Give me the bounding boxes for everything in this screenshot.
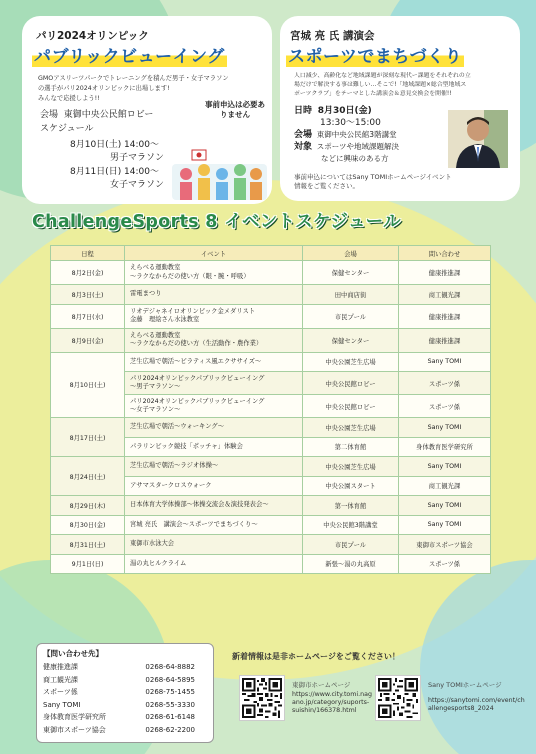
city-website-label: 東御市ホームページ bbox=[292, 681, 351, 689]
speaker-portrait bbox=[448, 110, 508, 168]
lecture-target-label: 対象 bbox=[294, 142, 313, 153]
cell-event: 日本体育大学体操部～体操交流会＆演技発表会～ bbox=[125, 496, 303, 516]
cell-event: 湯の丸ヒルクライム bbox=[125, 554, 303, 574]
table-row bbox=[51, 352, 491, 372]
sanytomi-website-url[interactable]: https://sanytomi.com/event/challengesports8_2024 bbox=[428, 697, 525, 713]
cell-date: 8月17日(土) bbox=[51, 418, 125, 457]
pv-schedule-label: スケジュール bbox=[40, 124, 94, 134]
lecture-desc-line: 人口減少、高齢化など地域課題が深刻な現代ー課題をそれぞれの立 bbox=[294, 73, 471, 79]
cell-contact: 健康推進課 bbox=[399, 304, 491, 328]
pv-description bbox=[38, 74, 266, 103]
lecture-venue: 東御中央公民館3階講堂 bbox=[316, 130, 397, 140]
no-registration-badge: 事前申込は必要ありません bbox=[205, 100, 265, 119]
supporters-illustration bbox=[172, 144, 267, 200]
table-row bbox=[51, 328, 491, 352]
sanytomi-website-label: Sany TOMIホームページ bbox=[428, 681, 502, 689]
cell-date: 9月1日(日) bbox=[51, 554, 125, 574]
cell-contact: Sany TOMI bbox=[399, 418, 491, 438]
pv-desc-line: の選手がパリ2024オリンピックに出場します! bbox=[38, 84, 170, 92]
cell-venue: 田中商店街 bbox=[303, 285, 399, 305]
contact-name: 健康推進課 bbox=[43, 663, 78, 671]
cell-venue: 中央公園芝生広場 bbox=[303, 418, 399, 438]
contact-list bbox=[36, 643, 214, 743]
cell-venue: 中央公民館3階講堂 bbox=[303, 515, 399, 535]
page-title: ChallengeSports 8 イベントスケジュール bbox=[32, 212, 401, 232]
cell-venue: 中央公民館ロビー bbox=[303, 372, 399, 395]
contact-tel: 0268-64-8882 bbox=[145, 663, 195, 671]
contact-tel: 0268-64-5895 bbox=[145, 675, 195, 684]
pv-desc-line: GMOアスリーツパークでトレーニングを積んだ男子・女子マラソン bbox=[38, 75, 229, 82]
lecture-date: 8月30日(金) bbox=[317, 106, 372, 116]
cell-event: 芝生広場で朝活～ラジオ体操～ bbox=[125, 457, 303, 477]
table-row bbox=[51, 554, 491, 574]
contact-name: スポーツ係 bbox=[43, 688, 78, 696]
cell-contact: スポーツ係 bbox=[399, 372, 491, 395]
cell-venue: 第二体育館 bbox=[303, 437, 399, 457]
header-date: 日程 bbox=[51, 246, 125, 261]
contact-item bbox=[43, 699, 207, 712]
contact-item bbox=[43, 661, 207, 674]
table-row bbox=[51, 285, 491, 305]
header-event: イベント bbox=[125, 246, 303, 261]
cell-date: 8月10日(土) bbox=[51, 352, 125, 418]
lecture-description bbox=[294, 72, 516, 99]
cell-date: 8月2日(金) bbox=[51, 261, 125, 285]
cell-event: パリ2024オリンピックパブリックビューイング ～女子マラソン～ bbox=[125, 395, 303, 418]
cell-event: えらべる運動教室 ～ラクなからだの使い方（眼・腕・呼吸） bbox=[125, 261, 303, 285]
lecture-desc-line: ポーツクラブ」をテーマとした講演会＆意見交換会を開催!! bbox=[294, 91, 452, 98]
cell-contact: 健康推進課 bbox=[399, 261, 491, 285]
cell-event: パラリンピック競技「ボッチャ」体験会 bbox=[125, 437, 303, 457]
cell-event: リオデジャネイロオリンピック金メダリスト 金藤 理絵さん水泳教室 bbox=[125, 304, 303, 328]
cell-venue: 市民プール bbox=[303, 304, 399, 328]
sanytomi-website-qr-code[interactable] bbox=[376, 676, 420, 720]
lecture-details bbox=[294, 105, 399, 164]
cell-date: 8月9日(金) bbox=[51, 328, 125, 352]
city-website-url[interactable]: https://www.city.tomi.nagano.jp/category/suports-suishin/166378.html bbox=[292, 691, 373, 715]
cell-event: 東御市水泳大会 bbox=[125, 535, 303, 555]
lecture-kicker: 宮城 亮 氏 講演会 bbox=[290, 30, 375, 42]
cell-venue: 中央公民館ロビー bbox=[303, 395, 399, 418]
table-row bbox=[51, 496, 491, 516]
cell-venue: 中央公園芝生広場 bbox=[303, 457, 399, 477]
cell-date: 8月30日(金) bbox=[51, 515, 125, 535]
contact-name: 東御市スポーツ協会 bbox=[43, 725, 106, 734]
lecture-note-line: 情報をご覧ください。 bbox=[294, 182, 359, 191]
cell-event: 芝生広場で朝活～ウォーキング～ bbox=[125, 418, 303, 438]
contact-item bbox=[43, 674, 207, 687]
cell-event: 芝生広場で朝活～ピラティス風エクササイズ～ bbox=[125, 352, 303, 372]
lecture-date-label: 日時 bbox=[294, 106, 313, 116]
cell-contact: 身体教育医学研究所 bbox=[399, 437, 491, 457]
pv-schedule-1-date: 8月10日(土) 14:00～ bbox=[70, 140, 159, 150]
contact-item bbox=[43, 711, 207, 724]
contact-item bbox=[43, 724, 207, 737]
lecture-note-line: 事前申込についてはSany TOMIホームページイベント bbox=[294, 173, 452, 181]
contact-tel: 0268-55-3330 bbox=[145, 700, 195, 709]
cell-contact: Sany TOMI bbox=[399, 515, 491, 535]
contact-name: Sany TOMI bbox=[43, 700, 81, 709]
table-row bbox=[51, 261, 491, 285]
header-contact: 問い合わせ bbox=[399, 246, 491, 261]
cell-contact: Sany TOMI bbox=[399, 352, 491, 372]
table-row bbox=[51, 535, 491, 555]
cell-date: 8月29日(木) bbox=[51, 496, 125, 516]
cell-venue: 市民プール bbox=[303, 535, 399, 555]
cell-contact: スポーツ係 bbox=[399, 395, 491, 418]
cell-venue: 中央公園芝生広場 bbox=[303, 352, 399, 372]
pv-title: パブリックビューイング bbox=[32, 42, 227, 67]
lecture-target-2: などに興味のある方 bbox=[321, 153, 389, 163]
cell-date: 8月7日(水) bbox=[51, 304, 125, 328]
cell-contact: 商工観光課 bbox=[399, 285, 491, 305]
cell-event: えらべる運動教室 ～ラクなからだの使い方（生活動作・農作業） bbox=[125, 328, 303, 352]
cell-venue: 第一体育館 bbox=[303, 496, 399, 516]
pv-desc-line: みんなで応援しよう!! bbox=[38, 94, 100, 102]
cell-contact: Sany TOMI bbox=[399, 457, 491, 477]
cell-contact: 健康推進課 bbox=[399, 328, 491, 352]
cell-event: アサマスタークロスウォーク bbox=[125, 476, 303, 496]
schedule-table bbox=[50, 245, 490, 574]
cell-date: 8月31日(土) bbox=[51, 535, 125, 555]
contact-tel: 0268-61-6148 bbox=[145, 713, 195, 721]
cell-venue: 保健センター bbox=[303, 328, 399, 352]
pv-schedule-2-date: 8月11日(日) 14:00～ bbox=[70, 167, 159, 177]
cell-venue: 保健センター bbox=[303, 261, 399, 285]
table-row bbox=[51, 515, 491, 535]
contact-name: 商工観光課 bbox=[43, 675, 78, 684]
cell-venue: 中央公園スタート bbox=[303, 476, 399, 496]
table-row bbox=[51, 418, 491, 438]
pv-schedule-1-event: 男子マラソン bbox=[110, 153, 165, 163]
cell-event: 雷電まつり bbox=[125, 285, 303, 305]
contact-name: 身体教育医学研究所 bbox=[43, 713, 106, 721]
news-heading: 新着情報は是非ホームページをご覧ください！ bbox=[232, 652, 400, 661]
contact-tel: 0268-75-1455 bbox=[145, 688, 195, 696]
header-venue: 会場 bbox=[303, 246, 399, 261]
contact-title: 【問い合わせ先】 bbox=[43, 649, 103, 658]
table-header-row bbox=[51, 246, 491, 261]
public-viewing-card bbox=[22, 16, 272, 204]
cell-event: パリ2024オリンピックパブリックビューイング ～男子マラソン～ bbox=[125, 372, 303, 395]
lecture-desc-line: 場だけで解決する事は難しい…そこで!「地域課題×総合型地域ス bbox=[294, 82, 467, 89]
table-row bbox=[51, 457, 491, 477]
lecture-note bbox=[294, 173, 452, 192]
cell-venue: 新張～湯の丸高原 bbox=[303, 554, 399, 574]
contact-tel: 0268-62-2200 bbox=[145, 725, 195, 734]
lecture-target: スポーツや地域課題解決 bbox=[316, 142, 399, 152]
pv-venue bbox=[40, 109, 153, 122]
pv-venue-value: 東御中央公民館ロビー bbox=[63, 110, 154, 120]
city-website-qr-code[interactable] bbox=[240, 676, 284, 720]
cell-contact: Sany TOMI bbox=[399, 496, 491, 516]
contact-item bbox=[43, 686, 207, 699]
pv-venue-label: 会場 bbox=[40, 110, 59, 120]
cell-contact: 商工観光課 bbox=[399, 476, 491, 496]
table-row bbox=[51, 304, 491, 328]
pv-kicker: パリ2024オリンピック bbox=[36, 30, 149, 42]
lecture-card bbox=[280, 16, 520, 201]
cell-contact: スポーツ係 bbox=[399, 554, 491, 574]
cell-date: 8月3日(土) bbox=[51, 285, 125, 305]
cell-date: 8月24日(土) bbox=[51, 457, 125, 496]
cell-contact: 東御市スポーツ協会 bbox=[399, 535, 491, 555]
lecture-title: スポーツでまちづくり bbox=[286, 42, 464, 67]
pv-schedule-2-event: 女子マラソン bbox=[110, 180, 165, 190]
lecture-venue-label: 会場 bbox=[294, 130, 313, 141]
lecture-time: 13:30～15:00 bbox=[320, 118, 381, 129]
cell-event: 宮城 亮氏 講演会～スポーツでまちづくり～ bbox=[125, 515, 303, 535]
